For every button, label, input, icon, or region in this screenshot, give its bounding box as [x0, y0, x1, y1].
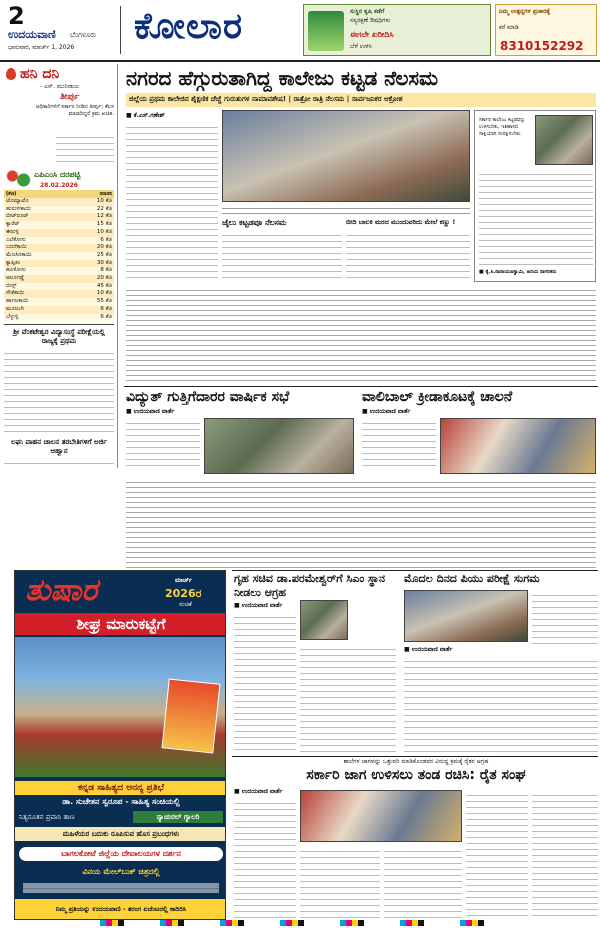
- bottom-body-1: [234, 798, 296, 918]
- market-item: ಬದನೆಕಾಯಿ: [6, 244, 27, 251]
- market-price: 10 ಕೆಜಿ: [96, 198, 112, 204]
- market-item: ಬೀಟ್‌ರೂಟ್: [6, 213, 29, 220]
- pu-exam-headline: ಮೊದಲ ದಿನದ ಪಿಯು ಪರೀಕ್ಷೆ ಸುಗಮ: [404, 572, 540, 585]
- market-row: [4, 237, 114, 245]
- market-row: [4, 298, 114, 306]
- ad-line6: ಬಾಗಲಕೋಟೆ ಜಿಲ್ಲೆಯ ದೇವಾಲಯಗಳ ದರ್ಶನ: [19, 847, 223, 861]
- market-item: ಎಲೆಕೋಸು: [6, 236, 26, 243]
- ad-line7: ವಿನಯ ಮೇಲ್‌ಬುಕ್ ಚಿತ್ರದಲ್ಲಿ: [82, 867, 160, 876]
- home-minister-body: [234, 612, 296, 752]
- ad-fineprint: [23, 883, 219, 893]
- market-price: 25 ಕೆಜಿ: [96, 251, 112, 258]
- ad-year: 2026ರ: [165, 587, 202, 600]
- row3-rule: [232, 570, 598, 571]
- electric-dateline: ■ ಉದಯವಾಣಿ ವಾರ್ತೆ: [126, 408, 175, 415]
- volleyball-body: [362, 418, 436, 466]
- masthead: [0, 0, 600, 62]
- bottom-headline: ಸರ್ಕಾರಿ ಜಾಗ ಉಳಿಸಲು ತಂಡ ರಚಿಸಿ: ರೈತ ಸಂಘ: [306, 767, 526, 783]
- market-title: ಎಪಿಎಂಸಿ ದರಪಟ್ಟಿ: [34, 170, 81, 179]
- row2-rule: [124, 386, 598, 387]
- market-item: ಬೆಳ್ಳುಳ್ಳಿ: [6, 313, 19, 320]
- issue-date: ಭಾನುವಾರ, ಮಾರ್ಚ್ 1, 2026: [8, 44, 75, 51]
- market-price: 20 ಕೆಜಿ: [96, 275, 112, 282]
- market-price: 6 ಕೆಜಿ: [100, 313, 112, 320]
- verdict-text: ಅಧಿಕಾರಿಗಳಿಗೆ ಸರ್ಕಾರ ನೀಡಿದ ತೀರ್ಪು; ಕೆಲಸ ಮಾಡದಿದ್ದರೆ ಕ್ರಮ ಖಚಿತ.: [35, 104, 114, 117]
- section-title: ಕೋಲಾರ: [134, 6, 244, 47]
- bottom-body-2: [300, 846, 380, 918]
- row2-continued: [126, 478, 596, 568]
- market-row: [4, 229, 114, 237]
- market-row: [4, 275, 114, 283]
- pu-exam-photo: [404, 590, 528, 642]
- bottom-dateline: ■ ಉದಯವಾಣಿ ವಾರ್ತೆ: [234, 788, 283, 795]
- quote-text: ಸರ್ಕಾರಿ ಕಾಲೇಜು ಕಟ್ಟಡವನ್ನು ಉಳಿಸಬೇಕು, ಇತಿಹಾಸದ ಸಾಕ್ಷಿಯಾಗಿ ಸಂರಕ್ಷಿಸಬೇಕು.: [479, 117, 526, 137]
- home-minister-dateline: ■ ಉದಯವಾಣಿ ವಾರ್ತೆ: [234, 602, 283, 609]
- ad1-line2: ಸಸ್ಯರಕ್ಷಣೆ ಔಷಧಿಗಳು: [350, 17, 391, 24]
- lead-byline: ■ ಕೆ.ಎಸ್.ಗಣೇಶ್: [126, 112, 165, 119]
- ad-line3: ನಿತ್ಯನೂತನ ಪ್ರವಾಸಿ ತಾಣ: [19, 813, 75, 821]
- market-price: 55 ಕೆಜಿ: [96, 298, 112, 305]
- market-item: ಹಾಗಲಕಾಯಿ: [6, 298, 29, 305]
- lead-photo-caption: [222, 204, 470, 214]
- volleyball-dateline: ■ ಉದಯವಾಣಿ ವಾರ್ತೆ: [362, 408, 411, 415]
- market-item: ಸೌತೆಕಾಯಿ: [6, 290, 25, 297]
- bottom-photo: [300, 790, 462, 842]
- market-header: [4, 190, 114, 198]
- quote-photo: [535, 115, 593, 165]
- market-item: ಟೊಮ್ಯಾಟೊ: [6, 198, 29, 204]
- page-number: 2: [8, 2, 25, 30]
- market-row: [4, 267, 114, 275]
- market-item: ಕ್ಯಾರೆಟ್: [6, 221, 20, 228]
- home-minister-body-2: [300, 644, 396, 752]
- market-price: 10 ಕೆಜಿ: [96, 228, 112, 235]
- ad1-line1: ಸುಸ್ಥಿರ ಕೃಷಿ ಕಡೆಗೆ: [350, 8, 385, 15]
- print-registration-marks: [100, 920, 500, 926]
- market-row: [4, 206, 114, 214]
- market-price: 6 ಕೆಜಿ: [100, 305, 112, 312]
- market-row: [4, 306, 114, 314]
- market-price: 20 ಕೆಜಿ: [96, 244, 112, 251]
- market-row: [4, 221, 114, 229]
- market-row: [4, 314, 114, 322]
- market-row: [4, 198, 114, 206]
- lead-col-2: [222, 230, 342, 282]
- verdict-body: [56, 132, 114, 164]
- ad-line1: ಕನ್ನಡ ಸಾಹಿತ್ಯದ ಅನನ್ಯ ಪ್ರತಿಭೆ: [15, 781, 226, 795]
- market-table: [4, 190, 114, 321]
- quote-box: [474, 110, 596, 282]
- story2-headline: ಶ್ರೀ ವೆಂಕಟೇಶ್ವರ ವಿದ್ಯಾಸಂಸ್ಥೆ ಪರೀಕ್ಷೆಯಲ್ಲಿ ರಾಜ್ಯಕ್ಕೆ ಪ್ರಥಮ: [13, 328, 105, 345]
- lead-headline: ನಗರದ ಹೆಗ್ಗುರುತಾಗಿದ್ದ ಕಾಲೇಜು ಕಟ್ಟಡ ನೆಲಸಮ: [126, 66, 439, 90]
- home-minister-photo: [300, 600, 348, 640]
- lead-continued: [126, 286, 596, 382]
- electric-photo: [204, 418, 354, 474]
- market-item: ಮೂಲಂಗಿ: [6, 305, 24, 312]
- tushara-ad: [14, 570, 226, 920]
- brand-author: - ಎಸ್. ಮುನಿರಾಜು: [40, 83, 80, 90]
- ad-title: ತುಷಾರ: [25, 573, 98, 608]
- ad2-phone: 8310152292: [500, 39, 584, 53]
- market-item: ಕ್ಯಾಪ್ಸಿಕಂ: [6, 259, 21, 266]
- market-rows: [4, 198, 114, 321]
- ad-banner: ಶೀಘ್ರ ಮಾರುಕಟ್ಟೆಗೆ: [15, 613, 226, 635]
- market-item: ಬೀನ್ಸ್: [6, 282, 17, 289]
- quote-name: ■ ಕೈ.ಸಿ.ನಾರಾಯಣಸ್ವಾಮಿ, ಹಿರಿಯ ನಾಗರಿಕರು: [479, 269, 557, 275]
- market-price: 12 ಕೆಜಿ: [96, 213, 112, 220]
- ad-footer: ನಿಮ್ಮ ಪ್ರತಿಯನ್ನು ಉದಯವಾಣಿ - ತರಂಗ ಏಜೆಂಟರಲ್ಲಿ ಕಾದಿರಿಸಿ: [15, 899, 226, 919]
- masthead-divider: [120, 6, 121, 54]
- paper-name: ಉದಯವಾಣಿ: [8, 28, 56, 41]
- brand-drop-icon: [6, 68, 16, 80]
- market-col-price: ಸರಾಸರಿ: [99, 191, 112, 197]
- market-col-item: (ಕೆಜಿ): [6, 191, 17, 197]
- brand-title: ಹನಿ ದನಿ: [20, 66, 60, 82]
- volleyball-photo: [440, 418, 596, 474]
- market-row: [4, 260, 114, 268]
- ad-line4: ನ್ಯಾಚುರಲ್ ಗ್ಯಾಲರಿ: [133, 811, 223, 823]
- market-row: [4, 283, 114, 291]
- market-item: ಈರುಳ್ಳಿ: [6, 228, 19, 235]
- electric-body: [126, 418, 200, 466]
- veg-illustration: [4, 168, 32, 188]
- ad-month: ಮಾರ್ಚ್: [175, 577, 192, 584]
- volleyball-headline: ವಾಲಿಬಾಲ್ ಕ್ರೀಡಾಕೂಟಕ್ಕೆ ಚಾಲನೆ: [362, 389, 513, 405]
- electric-headline: ವಿದ್ಯುತ್ ಗುತ್ತಿಗೆದಾರರ ವಾರ್ಷಿಕ ಸಭೆ: [126, 389, 290, 405]
- masthead-ad-2: [495, 4, 597, 56]
- market-price: 8 ಕೆಜಿ: [100, 267, 112, 274]
- bottom-kicker: ಶಾಲೆಗಳ ಜಾಗವನ್ನು ಒತ್ತುವರಿ ಮಾಡಿಕೊಂಡವರ ವಿರುದ್ಧ ಕ್ರಮಕ್ಕೆ ರೈತರ ಆಗ್ರಹ: [343, 758, 489, 765]
- quote-body: [479, 169, 593, 265]
- lead-sub2: ಬೀದಿ ಬಾಲಕಿ ಮರದ ಮುಂದುವರಿದು ಮೇಲೆ ಕಣ್ಣು !: [346, 218, 456, 226]
- market-price: 45 ಕೆಜಿ: [96, 282, 112, 289]
- ad-line5: ಮಹಿಳೆಯರ ಬದುಕು ರೂಪಿಸುವ ಹೊಸ ಪ್ರಬಂಧಗಳು: [15, 827, 226, 841]
- market-item: ಮೆಣಸಿನಕಾಯಿ: [6, 251, 32, 258]
- market-row: [4, 213, 114, 221]
- market-row: [4, 252, 114, 260]
- market-price: 10 ಕೆಜಿ: [96, 290, 112, 297]
- story2-body: [4, 348, 114, 434]
- market-date: 28.02.2026: [40, 182, 78, 189]
- ad-product-image: [308, 11, 344, 51]
- story3-headline: ಲಘು ವಾಹನ ಚಾಲನ ತರಬೇತಿಗಳಿಗೆ ಅರ್ಜಿ ಆಹ್ವಾನ: [11, 438, 107, 455]
- market-price: 6 ಕೆಜಿ: [100, 236, 112, 243]
- market-item: ಹುರುಳೀಕಾಯಿ: [6, 205, 32, 212]
- market-item: ಹೂಕೋಸು: [6, 267, 26, 274]
- pu-exam-sidebar: [532, 590, 598, 646]
- story3-body: [4, 458, 114, 468]
- sidebar-rule-1: [4, 324, 114, 325]
- bottom-body-4: [466, 790, 528, 918]
- market-row: [4, 244, 114, 252]
- ad2-line1: ನಿಮ್ಮ ಉತ್ಪನ್ನಗಳ ಪ್ರಚಾರಕ್ಕೆ: [499, 8, 550, 15]
- bottom-body-5: [532, 790, 598, 918]
- bottom-body-3: [384, 846, 462, 918]
- lead-photo-college: [222, 110, 470, 202]
- lead-col-3: [346, 230, 470, 282]
- lead-subhead: ಜಿಲ್ಲೆಯ ಪ್ರಥಮ ಕಾಲೇಜಿನ ಶೈಕ್ಷಣಿಕ ಚೆಚ್ಚೆ ಗುರುತುಗಳ ನಾಮಾವಶೇಷ! | ರಾತ್ರೋ ರಾತ್ರಿ ನೆಲಸಮ | ಸಾರ್ವಜನಿಕರ ಆಕ್ರೋಶ: [126, 93, 596, 107]
- ad1-line3: ಈಗಲೇ ಖರೀದಿಸಿ: [350, 30, 394, 39]
- sidebar: [0, 64, 118, 468]
- lead-col-1: [126, 122, 218, 282]
- pu-exam-body: [404, 656, 598, 752]
- ad-line2: ಡಾ. ಸುಚೇತನ ಸ್ವರೂಪ - ಸಾಹಿತ್ಯ ಸಂಚಿಯಲ್ಲಿ: [62, 797, 180, 806]
- ad2-line2: ಕರೆ ಮಾಡಿ: [499, 24, 519, 31]
- home-minister-headline: ಗೃಹ ಸಚಿವ ಡಾ.ಪರಮೇಶ್ವರ್‌ಗೆ ಸಿಎಂ ಸ್ಥಾನ ನೀಡಲು ಆಗ್ರಹ: [234, 572, 385, 599]
- market-item: ಆಲೂಗಡ್ಡೆ: [6, 275, 25, 282]
- market-price: 22 ಕೆಜಿ: [96, 205, 112, 212]
- ad-magazine-cover: [161, 678, 220, 753]
- market-row: [4, 290, 114, 298]
- edition: ಬೆಂಗಳೂರು: [70, 31, 97, 39]
- pu-exam-dateline: ■ ಉದಯವಾಣಿ ವಾರ್ತೆ: [404, 646, 453, 653]
- verdict-title: ತೀರ್ಪು: [60, 92, 80, 102]
- bottom-rule: [232, 756, 598, 757]
- lead-sub1: ಜೈಲು ಕಟ್ಟಡವೂ ನೆಲಸಮ: [222, 218, 287, 227]
- ad1-line4: ಬೆಳೆ ಉಳಿಸಿ: [350, 43, 372, 50]
- market-price: 30 ಕೆಜಿ: [96, 259, 112, 266]
- market-price: 15 ಕೆಜಿ: [96, 221, 112, 228]
- ad-issue: ಸಂಚಿಕೆ: [179, 601, 192, 608]
- masthead-ad-1: [303, 4, 491, 56]
